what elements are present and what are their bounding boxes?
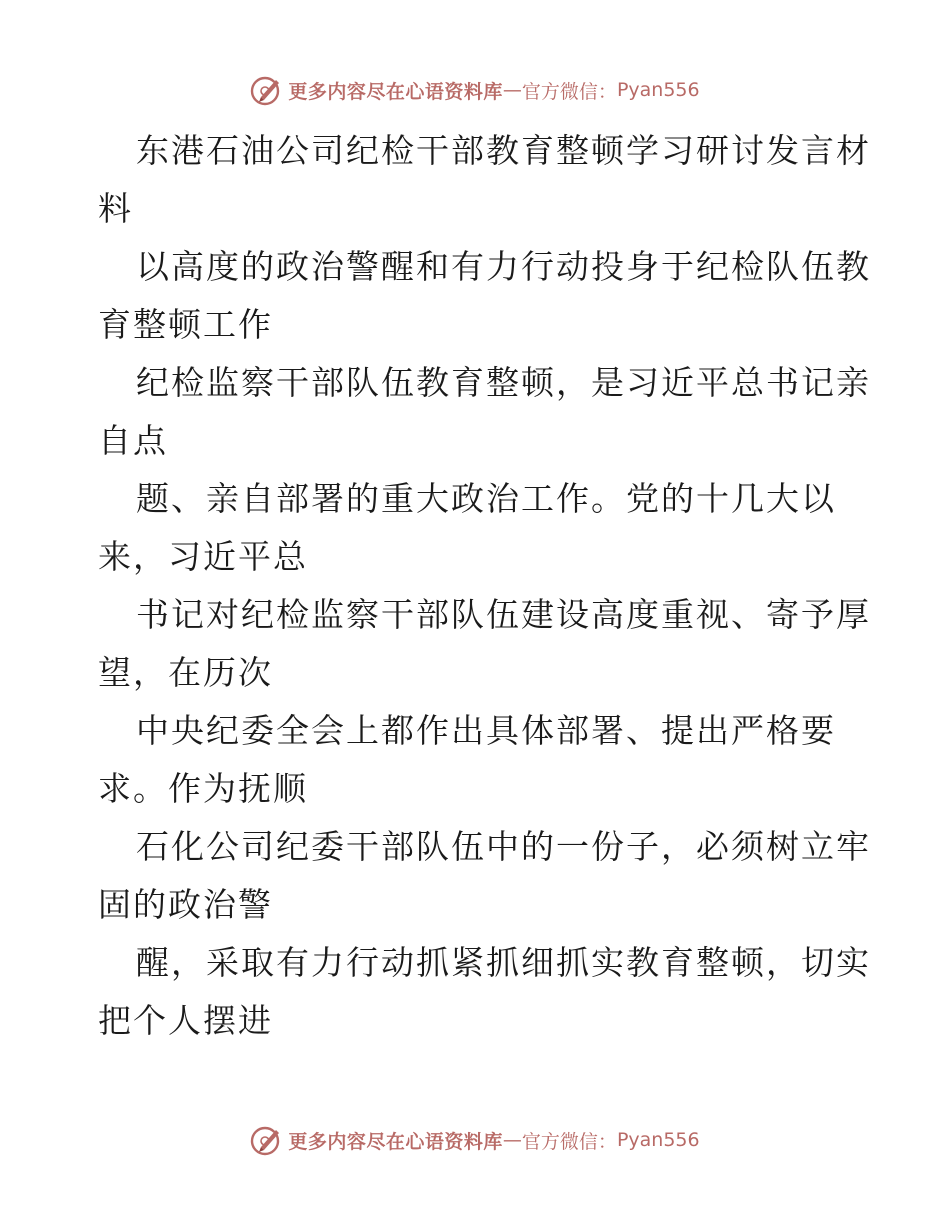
banner-main-text: 更多内容尽在心语资料库 [288,1130,503,1153]
paragraph-line: 自点 [98,421,168,460]
banner-wechat-label: 官方微信： [521,80,617,103]
paragraph-line: 望，在历次 [98,653,273,692]
document-title-line: 东港石油公司纪检干部教育整顿学习研讨发言材 [136,131,871,170]
banner-main-text: 更多内容尽在心语资料库 [288,80,503,103]
banner-dash: — [502,79,522,101]
paragraph-line: 把个人摆进 [98,1001,273,1040]
paragraph-line: 中央纪委全会上都作出具体部署、提出严格要 [136,711,836,750]
paragraph-line: 醒，采取有力行动抓紧抓细抓实教育整顿，切实 [136,943,871,982]
banner-wechat-label: 官方微信： [521,1130,617,1153]
header-watermark-banner [0,70,950,110]
paragraph-line: 书记对纪检监察干部队伍建设高度重视、寄予厚 [136,595,871,634]
paragraph-line: 石化公司纪委干部队伍中的一份子，必须树立牢 [136,827,871,866]
paragraph-line: 求。作为抚顺 [98,769,308,808]
footer-watermark-banner [0,1120,950,1160]
banner-wechat-id: Pyan556 [616,1129,700,1151]
pen-circle-logo-icon [250,1123,284,1157]
paragraph-line: 固的政治警 [98,885,273,924]
paragraph-line: 纪检监察干部队伍教育整顿，是习近平总书记亲 [136,363,871,402]
paragraph-line: 题、亲自部署的重大政治工作。党的十几大以 [136,479,836,518]
banner-wechat-id: Pyan556 [616,79,700,101]
document-title-line: 料 [98,189,133,228]
banner-dash: — [502,1129,522,1151]
document-body [98,122,871,1050]
document-subtitle-line: 育整顿工作 [98,305,273,344]
paragraph-line: 来，习近平总 [98,537,308,576]
pen-circle-logo-icon [250,73,284,107]
document-subtitle-line: 以高度的政治警醒和有力行动投身于纪检队伍教 [136,247,871,286]
